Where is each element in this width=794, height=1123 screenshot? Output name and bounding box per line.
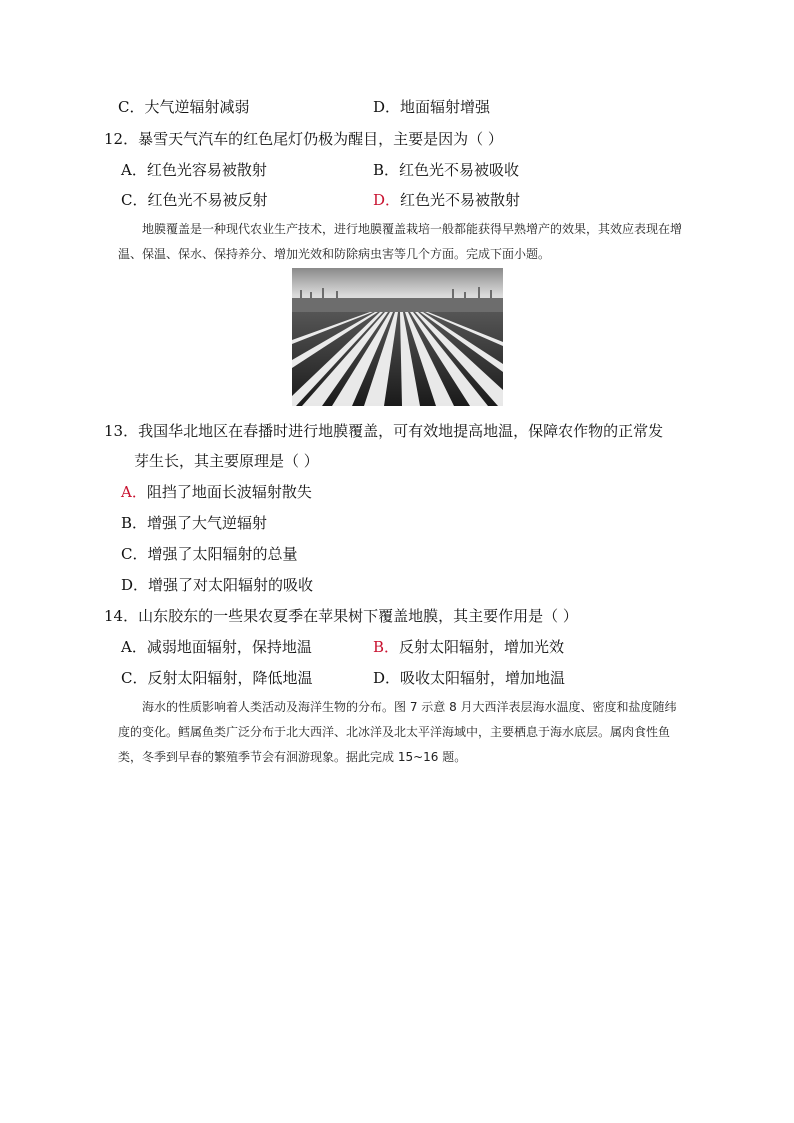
option-text: 增强了太阳辐射的总量 (147, 545, 298, 563)
option-text: 地面辐射增强 (400, 98, 491, 116)
q11-option-d (373, 97, 490, 117)
option-letter: C． (118, 98, 145, 116)
passage-mulch-film (118, 217, 684, 267)
option-letter: B． (373, 161, 400, 179)
option-text: 反射太阳辐射，增加光效 (399, 638, 565, 656)
q12-stem: 12．暴雪天气汽车的红色尾灯仍极为醒目，主要是因为（ ） (104, 130, 503, 148)
q13-option-b (121, 513, 267, 533)
option-text: 大气逆辐射减弱 (144, 98, 250, 116)
q13-stem-line2: 芽生长，其主要原理是（ ） (134, 452, 319, 470)
q14-option-d (373, 668, 565, 688)
option-text: 吸收太阳辐射，增加地温 (400, 669, 566, 687)
passage-seawater (118, 695, 684, 770)
option-text: 增强了大气逆辐射 (147, 514, 268, 532)
option-letter: C． (121, 545, 148, 563)
answer-letter: A． (121, 483, 147, 501)
option-text: 红色光不易被吸收 (399, 161, 520, 179)
mulch-field-photo (292, 268, 503, 406)
option-letter: D． (373, 669, 401, 687)
option-letter: A． (121, 161, 147, 179)
option-text: 红色光不易被反射 (147, 191, 268, 209)
passage-text: 地膜覆盖是一种现代农业生产技术，进行地膜覆盖栽培一般都能获得早熟增产的效果，其效应表现在增温、保温、保水、保持养分、增加光效和防除病虫害等几个方面。完成下面小题。 (118, 222, 683, 261)
q12-option-c (121, 190, 268, 210)
q13-option-c (121, 544, 298, 564)
q13-stem-line1: 13．我国华北地区在春播时进行地膜覆盖，可有效地提高地温，保障农作物的正常发 (104, 422, 664, 440)
q11-option-c (118, 97, 250, 117)
option-text: 红色光容易被散射 (146, 161, 267, 179)
option-letter: D． (121, 576, 149, 594)
passage-text: 海水的性质影响着人类活动及海洋生物的分布。图 7 示意 8 月大西洋表层海水温度、密度和盐度随纬度的变化。鳕属鱼类广泛分布于北大西洋、北冰洋及北太平洋海域中，主要栖息于海水底层。属肉食性鱼类，冬季到早春的繁殖季节会有洄游现象。据此完成 15~16 题。 (118, 700, 677, 764)
option-text: 反射太阳辐射，降低地温 (147, 669, 313, 687)
q12-option-a (121, 160, 267, 180)
q14-option-c (121, 668, 313, 688)
answer-letter: D． (373, 191, 401, 209)
q12-option-b (373, 160, 519, 180)
option-text: 增强了对太阳辐射的吸收 (148, 576, 314, 594)
option-letter: B． (121, 514, 148, 532)
q14-option-a (121, 637, 312, 657)
q12-option-d (373, 190, 520, 210)
option-letter: A． (121, 638, 147, 656)
q14-stem: 14．山东胶东的一些果农夏季在苹果树下覆盖地膜，其主要作用是（ ） (104, 607, 578, 625)
option-letter: C． (121, 191, 148, 209)
option-letter: D． (373, 98, 401, 116)
answer-letter: B． (373, 638, 400, 656)
option-text: 减弱地面辐射，保持地温 (146, 638, 312, 656)
option-text: 阻挡了地面长波辐射散失 (146, 483, 312, 501)
option-letter: C． (121, 669, 148, 687)
option-text: 红色光不易被散射 (400, 191, 521, 209)
q13-option-a (121, 482, 312, 502)
q13-option-d (121, 575, 313, 595)
q14-option-b (373, 637, 564, 657)
